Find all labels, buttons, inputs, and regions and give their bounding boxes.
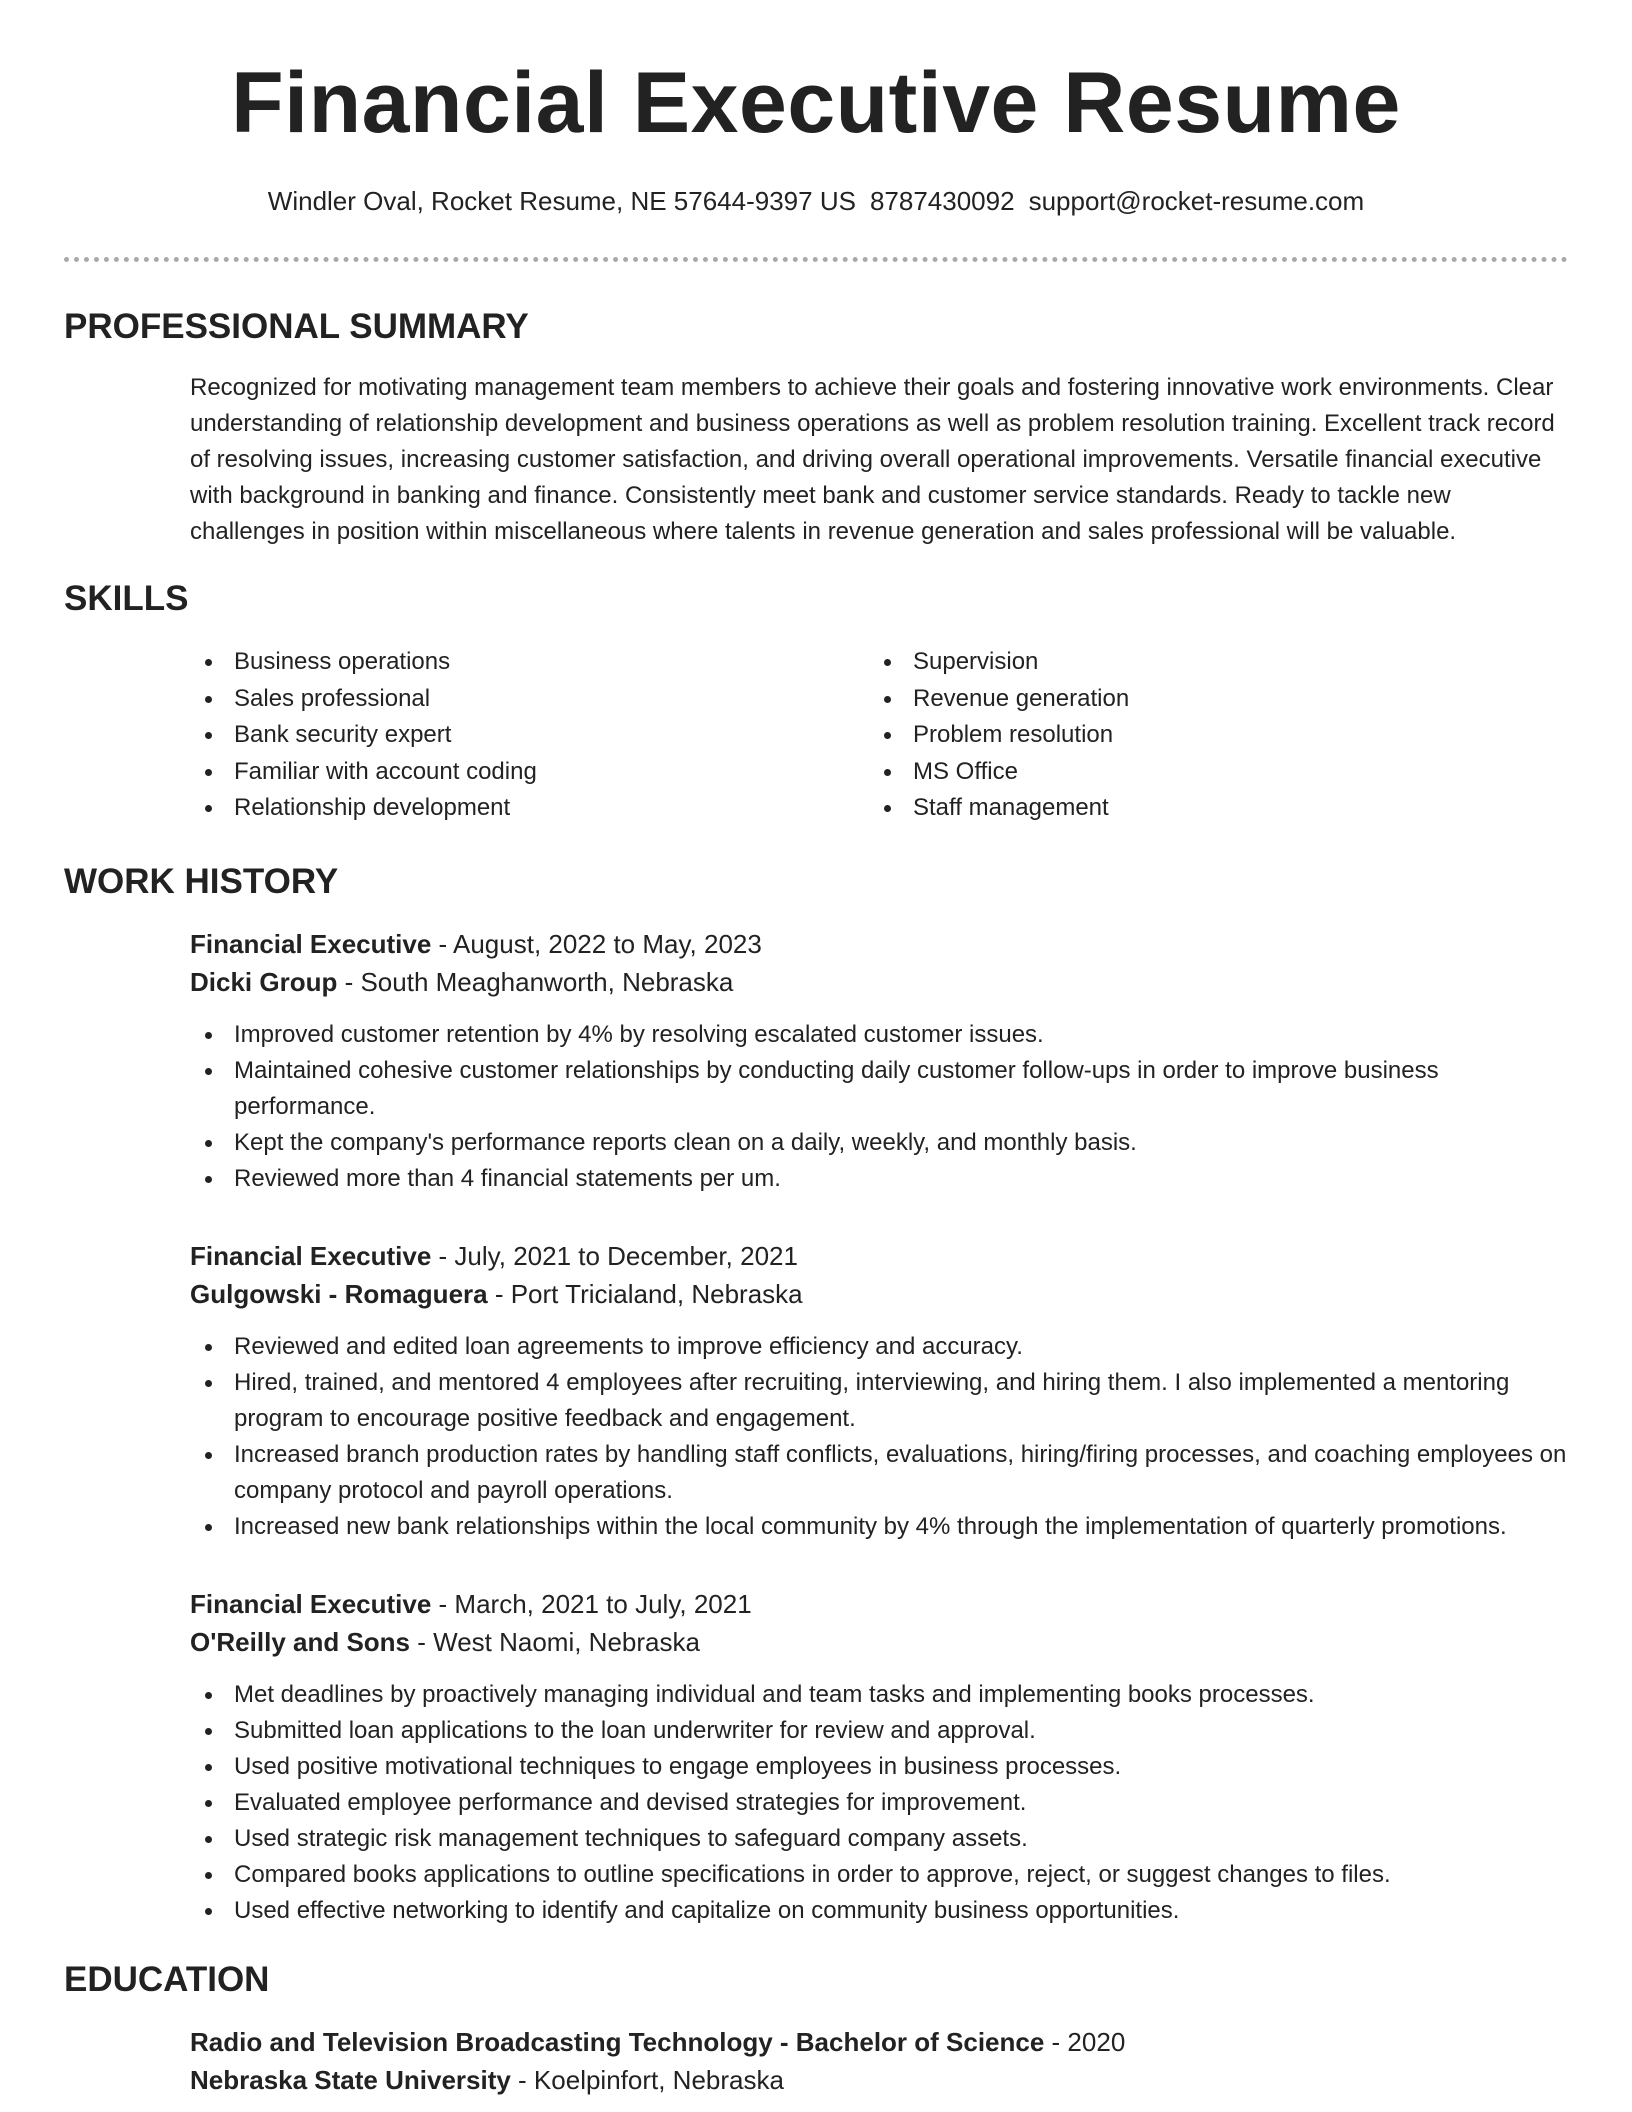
job-bullet: Reviewed and edited loan agreements to improve efficiency and accuracy.: [190, 1329, 1568, 1365]
job-title-line: [190, 1585, 1568, 1623]
skills-list: [64, 644, 1568, 827]
skill-item: Business operations: [190, 644, 869, 681]
job-company: O'Reilly and Sons: [190, 1626, 411, 1657]
job-bullet: Improved customer retention by 4% by resolving escalated customer issues.: [190, 1017, 1568, 1053]
job-title: Financial Executive: [190, 1588, 432, 1619]
job-dates: - July, 2021 to December, 2021: [431, 1240, 798, 1271]
skills-heading: SKILLS: [64, 579, 189, 619]
education-entry: [64, 2023, 1568, 2099]
job-title: Financial Executive: [190, 1240, 432, 1271]
job-bullet: Increased branch production rates by handling staff conflicts, evaluations, hiring/firing processes, and coaching employees on company protocol and payroll operations.: [190, 1437, 1568, 1509]
skill-item: Sales professional: [190, 681, 869, 718]
education-school: Nebraska State University: [190, 2064, 511, 2095]
resume-title: Financial Executive Resume: [231, 55, 1401, 151]
skill-item: Staff management: [869, 790, 1548, 827]
job-bullet: Hired, trained, and mentored 4 employees after recruiting, interviewing, and hiring them. I also implemented a mentoring program to encourage positive feedback and engagement.: [190, 1365, 1568, 1437]
job-bullet: Increased new bank relationships within the local community by 4% through the implementation of quarterly promotions.: [190, 1509, 1568, 1545]
job-location: - West Naomi, Nebraska: [410, 1626, 700, 1657]
skill-item: Supervision: [869, 644, 1548, 681]
skill-item: MS Office: [869, 754, 1548, 791]
job-entry: [64, 925, 1568, 1197]
education-degree: Radio and Television Broadcasting Technology - Bachelor of Science: [190, 2026, 1045, 2057]
contact-email: support@rocket-resume.com: [1028, 186, 1365, 216]
job-company-line: [190, 1275, 1568, 1313]
job-bullets: [64, 1329, 1568, 1545]
skill-item: Familiar with account coding: [190, 754, 869, 791]
job-company: Gulgowski - Romaguera: [190, 1278, 488, 1309]
education-location: - Koelpinfort, Nebraska: [510, 2064, 784, 2095]
job-bullet: Compared books applications to outline specifications in order to approve, reject, or suggest changes to files.: [190, 1857, 1568, 1893]
job-bullet: Used positive motivational techniques to engage employees in business processes.: [190, 1749, 1568, 1785]
job-bullet: Used effective networking to identify and capitalize on community business opportunities.: [190, 1893, 1568, 1929]
job-bullet: Used strategic risk management techniques to safeguard company assets.: [190, 1821, 1568, 1857]
summary-text: Recognized for motivating management team members to achieve their goals and fostering innovative work environments. Clear understanding of relationship development and business operations as well as problem resolution training. Excellent track record of resolving issues, increasing customer satisfaction, and driving overall operational improvements. Versatile financial executive with background in banking and finance. Consistently meet bank and customer service standards. Ready to tackle new challenges in position within miscellaneous where talents in revenue generation and sales professional will be valuable.: [190, 374, 1555, 546]
job-bullet: Met deadlines by proactively managing individual and team tasks and implementing books processes.: [190, 1677, 1568, 1713]
job-bullet: Evaluated employee performance and devised strategies for improvement.: [190, 1785, 1568, 1821]
skills-column-left: [190, 644, 869, 827]
job-company: Dicki Group: [190, 966, 338, 997]
education-degree-line: [190, 2023, 1568, 2061]
contact-line: [64, 186, 1568, 217]
skills-column-right: [869, 644, 1548, 827]
summary-heading: PROFESSIONAL SUMMARY: [64, 307, 529, 347]
contact-phone: 8787430092: [869, 186, 1015, 216]
skill-item: Revenue generation: [869, 681, 1548, 718]
education-heading: EDUCATION: [64, 1959, 270, 1999]
job-dates: - August, 2022 to May, 2023: [431, 928, 762, 959]
job-bullets: [64, 1677, 1568, 1929]
job-entry: [64, 1585, 1568, 1929]
contact-address: Windler Oval, Rocket Resume, NE 57644-9397 US: [267, 186, 856, 216]
skill-item: Problem resolution: [869, 717, 1548, 754]
job-title: Financial Executive: [190, 928, 432, 959]
job-bullet: Maintained cohesive customer relationships by conducting daily customer follow-ups in order to improve business performance.: [190, 1053, 1568, 1125]
education-school-line: [190, 2061, 1568, 2099]
work-history-heading: WORK HISTORY: [64, 861, 339, 901]
job-location: - Port Tricialand, Nebraska: [487, 1278, 803, 1309]
job-dates: - March, 2021 to July, 2021: [431, 1588, 752, 1619]
education-year: - 2020: [1044, 2026, 1126, 2057]
job-bullet: Reviewed more than 4 financial statements per um.: [190, 1161, 1568, 1197]
header-divider: [64, 257, 1568, 262]
job-title-line: [190, 925, 1568, 963]
job-location: - South Meaghanworth, Nebraska: [337, 966, 734, 997]
job-bullet: Kept the company's performance reports clean on a daily, weekly, and monthly basis.: [190, 1125, 1568, 1161]
skill-item: Bank security expert: [190, 717, 869, 754]
job-company-line: [190, 963, 1568, 1001]
job-title-line: [190, 1237, 1568, 1275]
job-bullets: [64, 1017, 1568, 1197]
job-bullet: Submitted loan applications to the loan underwriter for review and approval.: [190, 1713, 1568, 1749]
job-entry: [64, 1237, 1568, 1545]
job-company-line: [190, 1623, 1568, 1661]
skill-item: Relationship development: [190, 790, 869, 827]
